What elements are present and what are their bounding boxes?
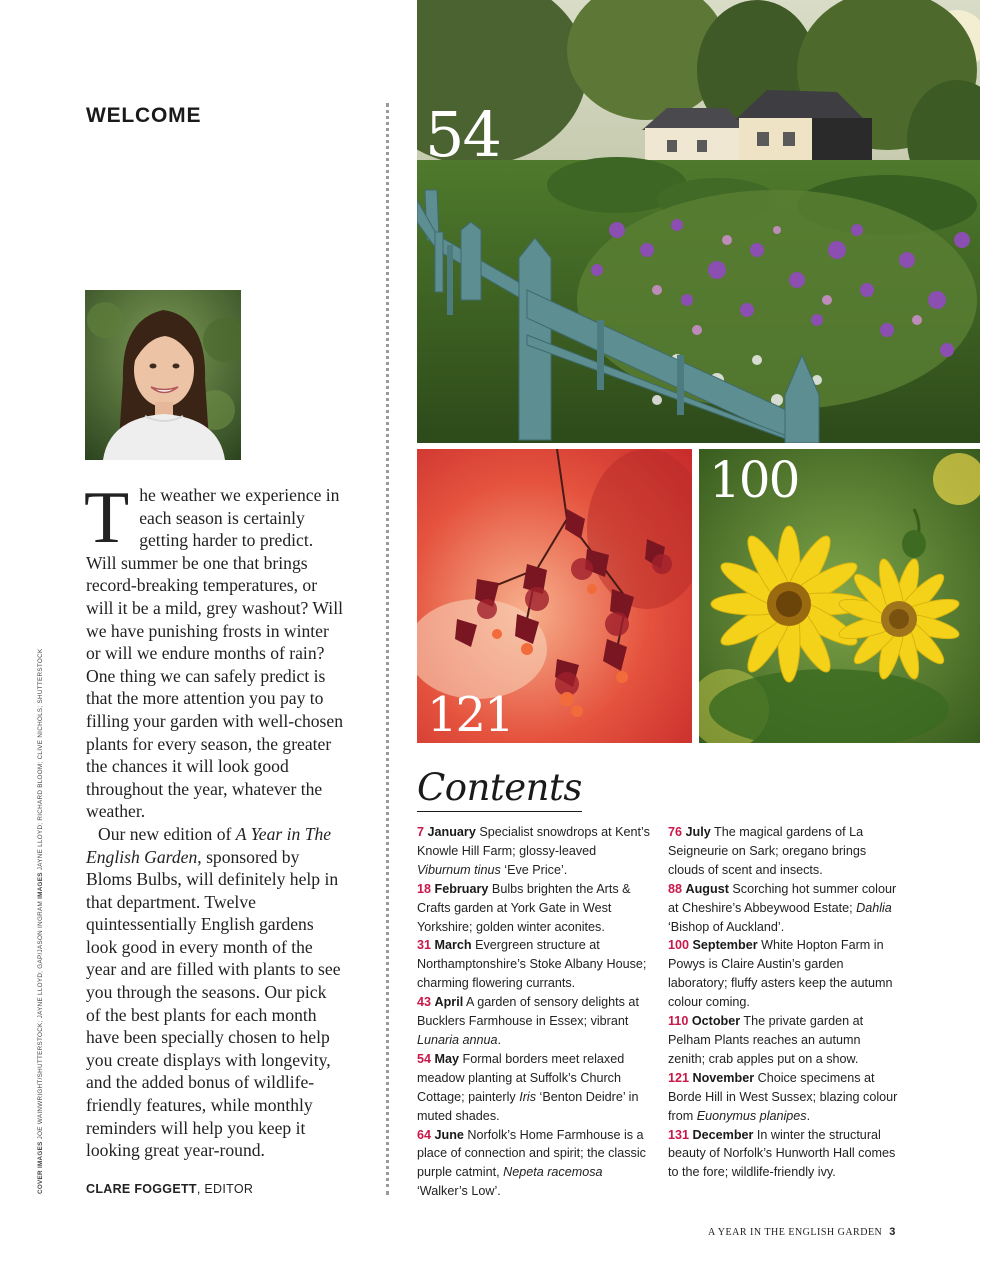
entry-month: January <box>427 825 476 839</box>
contents-entry <box>417 880 652 937</box>
credits-cover-label: COVER IMAGES <box>37 1141 44 1194</box>
entry-page: 64 <box>417 1127 432 1142</box>
entry-month: October <box>691 1014 741 1029</box>
credits-cover-text: JOE WAINWRIGHT/SHUTTERSTOCK; JAYNE LLOYD; GAP/JASON INGRAM <box>37 898 44 1142</box>
entry-page: 100 <box>668 938 690 953</box>
contents-entry <box>417 1126 652 1202</box>
page-footer <box>708 1226 896 1238</box>
helianthus-photo <box>699 449 980 743</box>
entry-plant-name: Lunaria annua <box>417 1032 498 1047</box>
letter-para2-end: , sponsored by Bloms Bulbs, will definitely help in that department. Twelve quintessentially English gardens look good in every month of the year and are filled with plants to see you through the seasons. Our pick of the best plants for each month have been specially chosen to help you create displays with longevity, and the added bonus of wildlife-friendly features, while monthly reminders will help you keep it looking great year-round. <box>86 846 341 1161</box>
contents-entry <box>668 1012 900 1069</box>
entry-text: Specialist snowdrops at Kent’s Knowle Hill Farm; glossy-leaved <box>417 825 650 858</box>
dotted-divider <box>386 103 389 1195</box>
letter-para1-text: he weather we experience in each season is certainly getting harder to predict. Will summer be one that brings record-breaking temperatures, or will it be a mild, grey washout? Will we have punishing frosts in winter or will we endure months of rain? One thing we can safely predict is that the more attention you pay to filling your garden with well-chosen plants for every season, the greater the chances it will look good throughout the year, whatever the weather. <box>86 485 343 822</box>
editor-role: , EDITOR <box>196 1182 254 1196</box>
entry-text-end: ‘Bishop of Auckland’. <box>668 919 785 934</box>
letter-paragraph-1 <box>84 477 344 823</box>
entry-page: 54 <box>417 1051 432 1066</box>
portrait-illustration <box>85 290 241 460</box>
entry-plant-name: Nepeta racemosa <box>503 1165 603 1180</box>
garden-illustration <box>417 0 980 443</box>
entry-month: November <box>692 1070 755 1085</box>
contents-entry <box>417 1050 652 1126</box>
entry-page: 76 <box>668 825 683 839</box>
entry-month: August <box>685 881 729 896</box>
entry-month: July <box>685 825 711 839</box>
entry-text: Evergreen structure at Northamptonshire’s Stoke Albany House; charming flowering currants. <box>417 938 647 991</box>
entry-text: Formal borders meet relaxed meadow planting at Suffolk’s Church Cottage; painterly <box>417 1051 625 1104</box>
garden-photo <box>417 0 980 443</box>
entry-plant-name: Viburnum tinus <box>417 862 501 877</box>
contents-entry <box>668 936 900 1012</box>
entry-text: The magical gardens of La Seigneurie on Sark; oregano brings clouds of scent and insects. <box>668 825 867 877</box>
contents-entry <box>668 823 900 880</box>
footer-publication-title: A YEAR IN THE ENGLISH GARDEN <box>708 1227 883 1238</box>
credits-images-label: IMAGES <box>37 872 44 899</box>
editor-name: CLARE FOGGETT <box>86 1182 197 1196</box>
entry-month: June <box>434 1127 464 1142</box>
entry-month: February <box>434 881 489 896</box>
entry-page: 88 <box>668 881 683 896</box>
entry-text-end: ‘Walker’s Low’. <box>417 1184 501 1199</box>
entry-page: 31 <box>417 938 432 953</box>
entry-page: 43 <box>417 995 432 1010</box>
entry-text: White Hopton Farm in Powys is Claire Austin’s garden laboratory; fluffy asters keep the autumn colour coming. <box>668 938 893 1010</box>
letter-paragraph-2 <box>86 823 344 1162</box>
entry-text: Choice specimens at Borde Hill in West Sussex; blazing colour from <box>668 1070 898 1123</box>
editor-portrait <box>85 290 241 460</box>
entry-text-end: ‘Benton Deidre’ in muted shades. <box>417 1089 639 1123</box>
drop-cap: T <box>84 477 130 559</box>
entry-text: The private garden at Pelham Plants reaches an autumn zenith; crab apples put on a show. <box>668 1014 864 1066</box>
contents-entry <box>417 823 652 880</box>
entry-month: May <box>434 1051 460 1066</box>
footer-page-number: 3 <box>889 1226 896 1238</box>
entry-plant-name: Dahlia <box>856 900 892 915</box>
entry-page: 131 <box>668 1127 690 1142</box>
entry-month: September <box>692 938 758 953</box>
entry-plant-name: Euonymus planipes <box>696 1108 807 1123</box>
entry-text-end: . <box>497 1032 502 1047</box>
photo-page-number-100: 100 <box>709 451 799 509</box>
entry-month: April <box>434 995 464 1010</box>
euonymus-photo <box>417 449 692 743</box>
entry-month: December <box>692 1127 754 1142</box>
publication-title: A Year in The English Garden <box>86 823 332 867</box>
entry-page: 110 <box>668 1014 689 1029</box>
entry-text: In winter the structural beauty of Norfolk’s Hunworth Hall comes to the fore; wildlife-friendly ivy. <box>668 1127 896 1180</box>
contents-entry <box>417 993 652 1050</box>
contents-entry <box>668 1069 900 1126</box>
editor-signoff <box>86 1182 253 1196</box>
entry-text: A garden of sensory delights at Bucklers Farmhouse in Essex; vibrant <box>417 995 639 1029</box>
entry-month: March <box>434 938 472 953</box>
contents-entry <box>417 936 652 993</box>
contents-entry <box>668 880 900 937</box>
entry-page: 7 <box>417 825 425 839</box>
contents-entry <box>668 1126 900 1183</box>
entry-text-end: ‘Eve Price’. <box>500 862 568 877</box>
entry-page: 18 <box>417 881 432 896</box>
editor-letter <box>84 477 344 1162</box>
entry-plant-name: Iris <box>519 1089 537 1104</box>
page-heading: WELCOME <box>86 104 202 127</box>
entry-text: Scorching hot summer colour at Cheshire’s Abbeywood Estate; <box>668 881 897 915</box>
contents-column-left <box>417 823 652 1201</box>
entry-page: 121 <box>668 1070 690 1085</box>
credits-images-text: JAYNE LLOYD; RICHARD BLOOM; CLIVE NICHOLS; SHUTTERSTOCK <box>37 648 44 873</box>
photo-page-number-121: 121 <box>427 687 513 743</box>
contents-title: Contents <box>417 766 582 812</box>
letter-para2-start: Our new edition of <box>98 823 236 844</box>
image-credits <box>37 624 44 1194</box>
entry-text-end: . <box>806 1108 811 1123</box>
contents-column-right <box>668 823 900 1182</box>
entry-text: Bulbs brighten the Arts & Crafts garden at York Gate in West Yorkshire; golden winter aconites. <box>417 881 631 934</box>
photo-page-number-54: 54 <box>425 98 500 171</box>
entry-text: Norfolk’s Home Farmhouse is a place of connection and spirit; the classic purple catmint, <box>417 1127 646 1180</box>
